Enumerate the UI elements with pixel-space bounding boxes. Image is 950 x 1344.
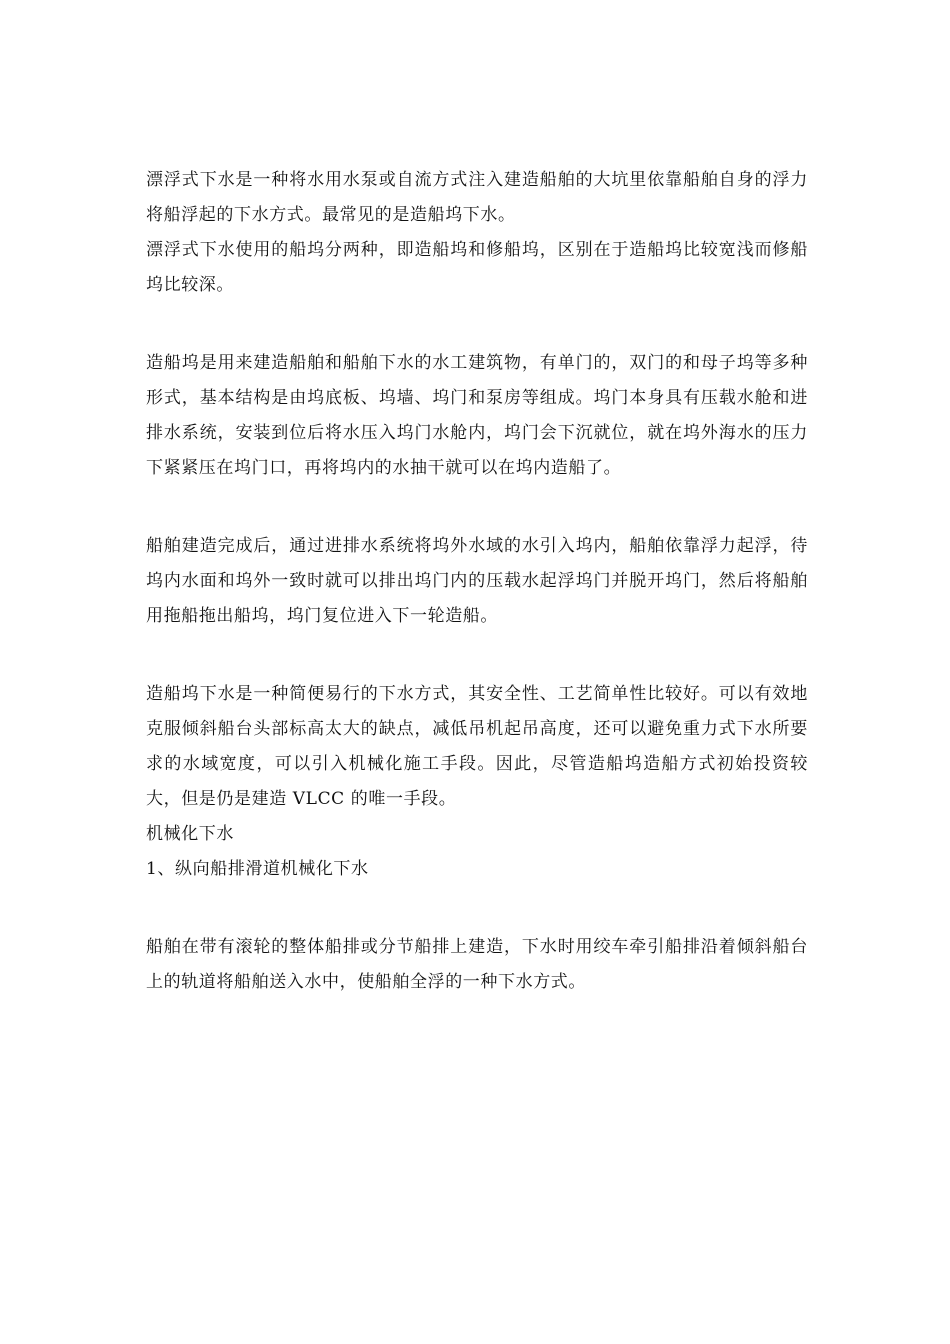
paragraph-dock-types: 漂浮式下水使用的船坞分两种，即造船坞和修船坞，区别在于造船坞比较宽浅而修船坞比较深。	[146, 240, 808, 295]
paragraph-spacer	[146, 634, 808, 677]
paragraph-float-launch-intro: 漂浮式下水是一种将水用水泵或自流方式注入建造船舶的大坑里依靠船舶自身的浮力将船浮起的下水方式。最常见的是造船坞下水。	[146, 170, 808, 225]
paragraph-slipway-description: 船舶在带有滚轮的整体船排或分节船排上建造，下水时用绞车牵引船排沿着倾斜船台上的轨道将船舶送入水中，使船舶全浮的一种下水方式。	[146, 937, 808, 992]
paragraph-after-construction: 船舶建造完成后，通过进排水系统将坞外水域的水引入坞内，船舶依靠浮力起浮，待坞内水面和坞外一致时就可以排出坞门内的压载水起浮坞门并脱开坞门，然后将船舶用拖船拖出船坞，坞门复位进入下一轮造船。	[146, 536, 808, 626]
document-body	[146, 163, 808, 1000]
section-heading-mechanical-launch: 机械化下水	[146, 824, 234, 844]
paragraph-spacer	[146, 303, 808, 346]
paragraph-building-dock: 造船坞是用来建造船舶和船舶下水的水工建筑物，有单门的，双门的和母子坞等多种形式，基本结构是由坞底板、坞墙、坞门和泵房等组成。坞门本身具有压载水舱和进排水系统，安装到位后将水压入坞门水舱内，坞门会下沉就位，就在坞外海水的压力下紧紧压在坞门口，再将坞内的水抽干就可以在坞内造船了。	[146, 353, 808, 478]
paragraph-spacer	[146, 887, 808, 930]
paragraph-spacer	[146, 486, 808, 529]
paragraph-dock-launch-advantages: 造船坞下水是一种简便易行的下水方式，其安全性、工艺简单性比较好。可以有效地克服倾斜船台头部标高太大的缺点，减低吊机起吊高度，还可以避免重力式下水所要求的水域宽度，可以引入机械化施工手段。因此，尽管造船坞造船方式初始投资较大，但是仍是建造 VLCC 的唯一手段。	[146, 684, 808, 809]
subsection-heading-longitudinal-slipway: 1、纵向船排滑道机械化下水	[146, 859, 369, 879]
